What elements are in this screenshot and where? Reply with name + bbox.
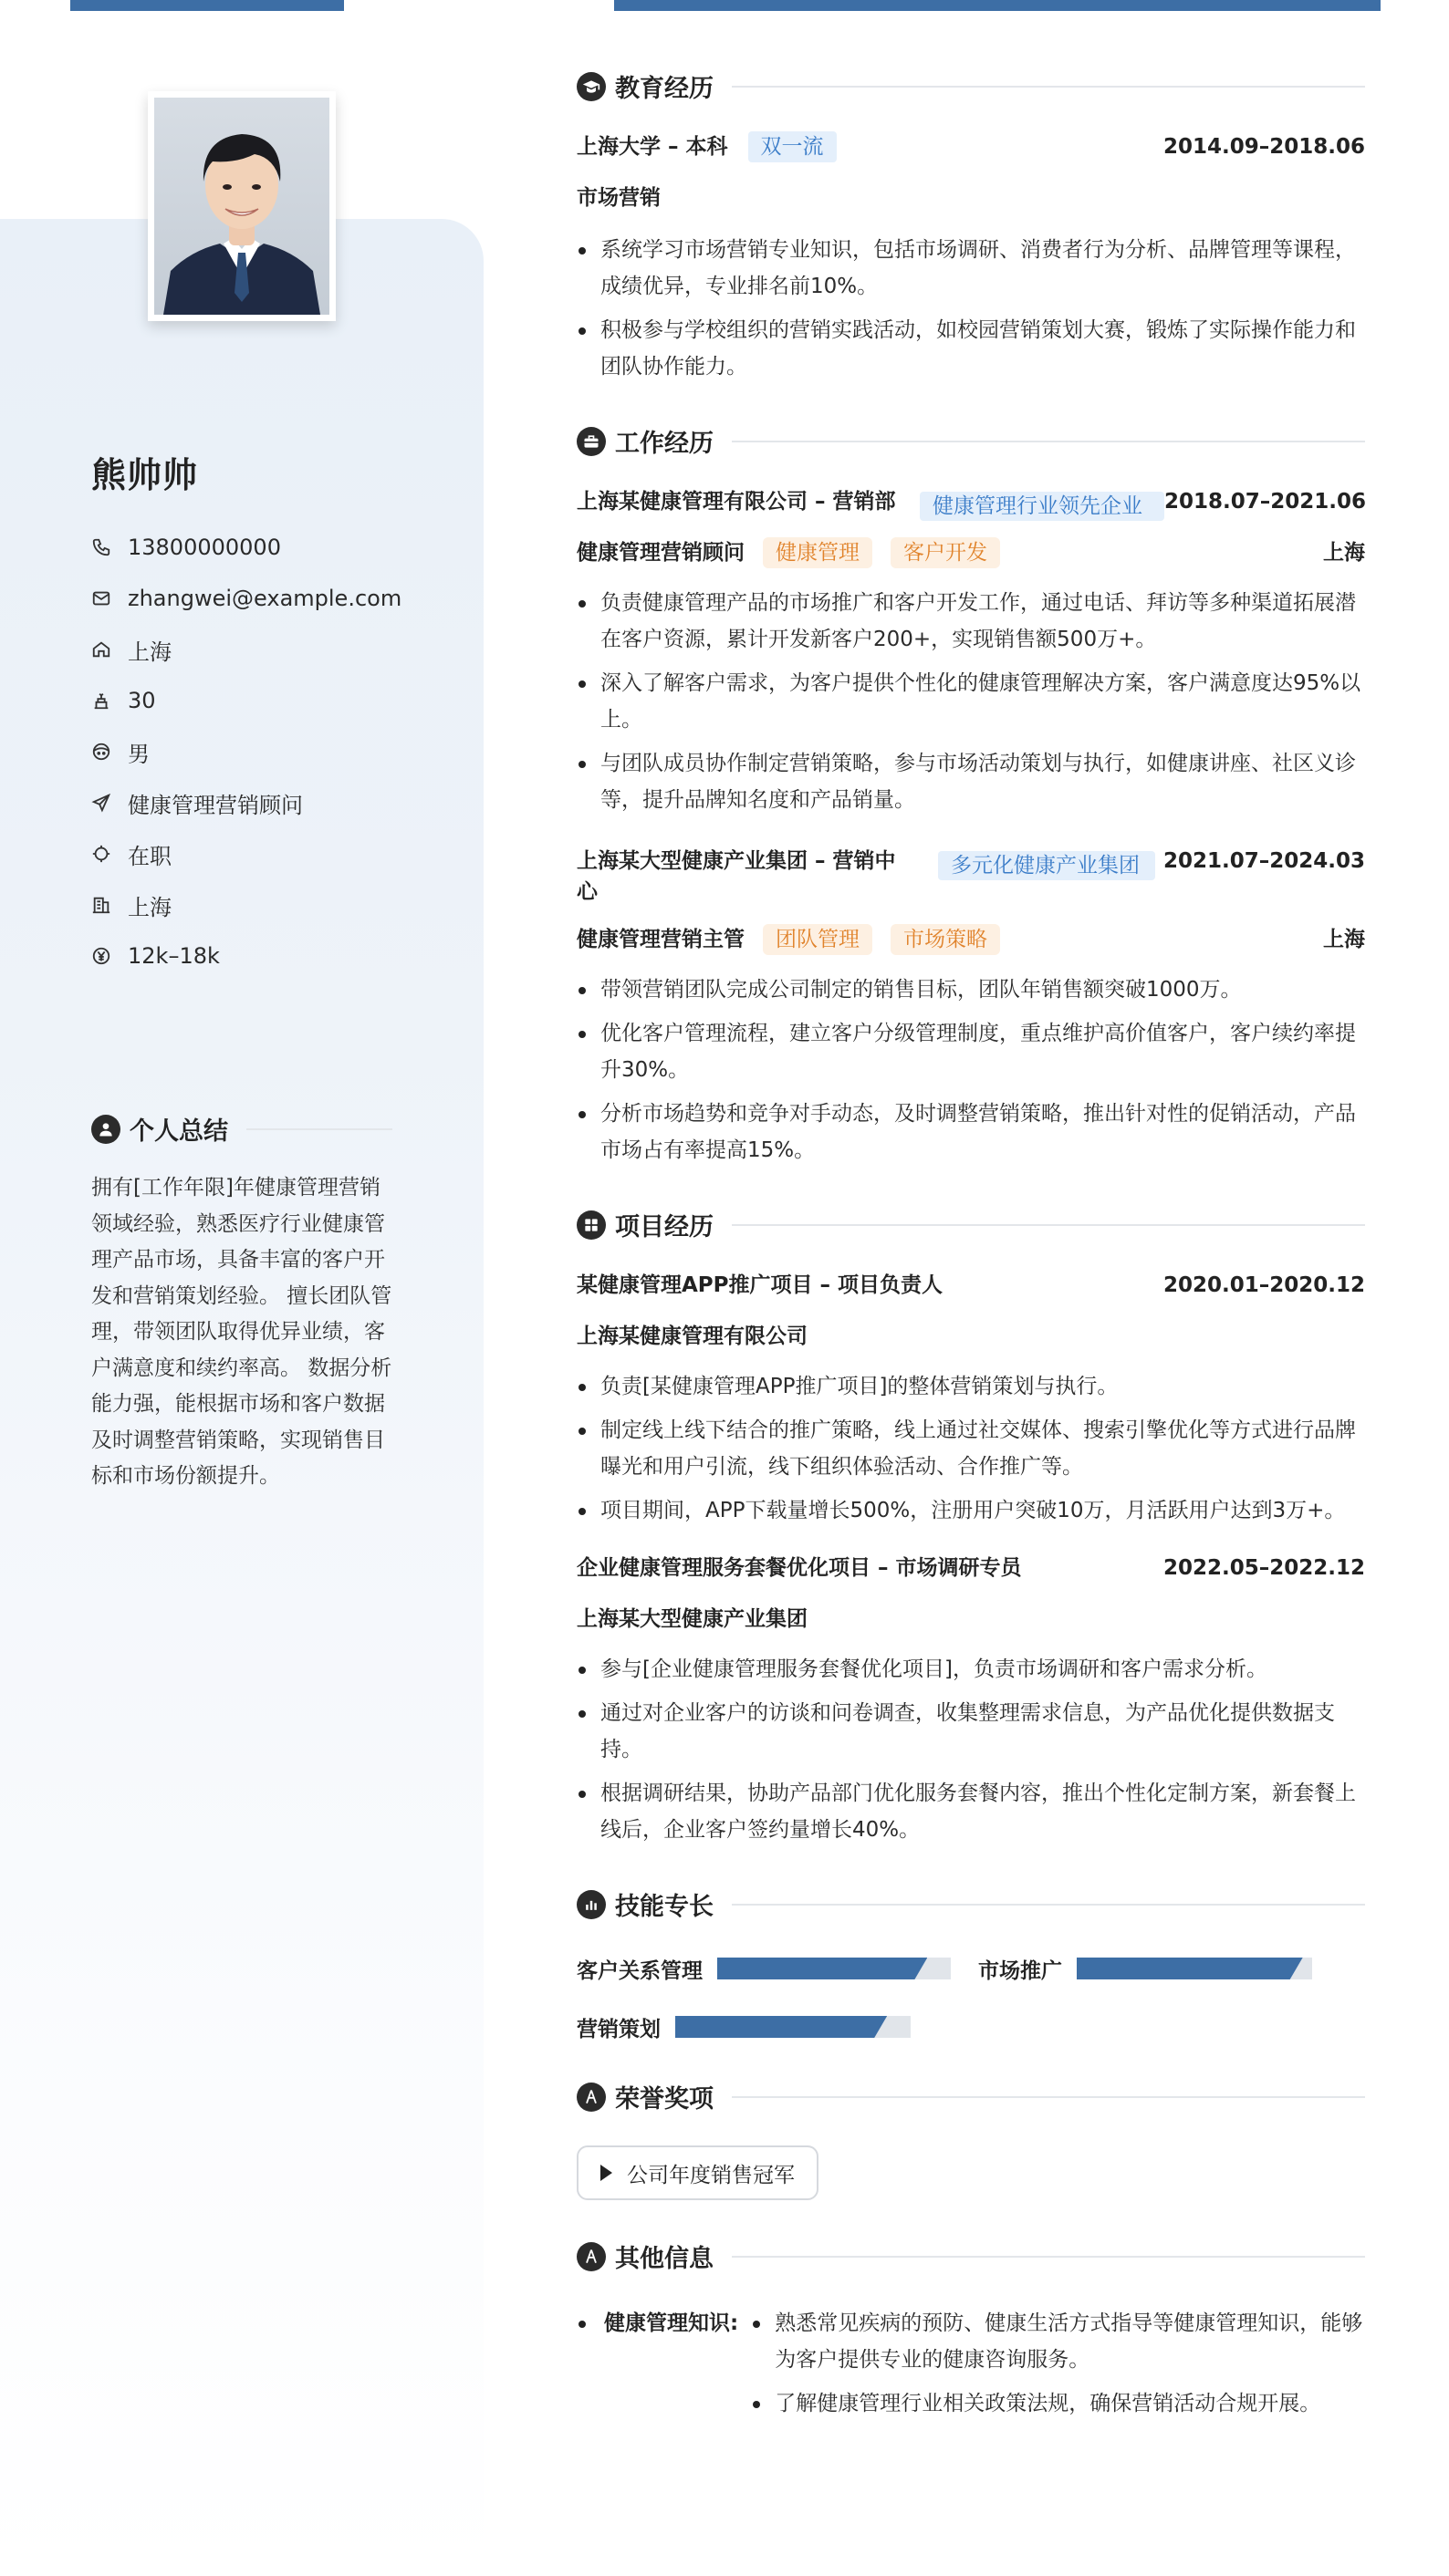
other-title: 其他信息 bbox=[615, 2245, 714, 2273]
job-date: 2021.07–2024.03 bbox=[1162, 849, 1365, 873]
status-icon bbox=[91, 844, 111, 864]
education-major: 市场营销 bbox=[577, 186, 661, 210]
age-icon bbox=[91, 691, 111, 711]
building-icon bbox=[91, 895, 111, 915]
job-bullets bbox=[577, 585, 1365, 818]
list-item: 了解健康管理行业相关政策法规，确保营销活动合规开展。 bbox=[751, 2385, 1365, 2422]
skills-section bbox=[577, 1886, 1365, 2046]
age-text: 30 bbox=[128, 688, 156, 713]
contact-info-list bbox=[91, 522, 401, 982]
top-accent-bar-left bbox=[70, 0, 344, 11]
projects-header bbox=[577, 1207, 1365, 1242]
skill-bar bbox=[1077, 1958, 1312, 1979]
info-status bbox=[91, 828, 401, 879]
chart-icon bbox=[577, 1890, 606, 1919]
candidate-name: 熊帅帅 bbox=[91, 455, 199, 495]
award-text: 公司年度销售冠军 bbox=[627, 2163, 795, 2187]
list-item: 负责健康管理产品的市场推广和客户开发工作，通过电话、拜访等多种渠道拓展潜在客户资源，累计开发新客户200+，实现销售额500万+。 bbox=[577, 585, 1365, 658]
work-header bbox=[577, 423, 1365, 459]
top-accent-bar-right bbox=[614, 0, 1381, 11]
divider bbox=[246, 1128, 392, 1130]
other-label: 健康管理知识: bbox=[577, 2305, 738, 2429]
skill-bar bbox=[675, 2016, 911, 2038]
job-role-row bbox=[577, 537, 1365, 568]
role-tag: 市场策略 bbox=[891, 924, 1000, 955]
summary-title: 个人总结 bbox=[130, 1117, 228, 1146]
info-email bbox=[91, 573, 401, 624]
project-entry bbox=[577, 1553, 1365, 1848]
job-company-row bbox=[577, 486, 1164, 521]
list-item: 项目期间，APP下载量增长500%，注册用户突破10万，月活跃用户达到3万+。 bbox=[577, 1492, 1365, 1529]
divider bbox=[732, 86, 1365, 88]
divider bbox=[732, 1224, 1365, 1226]
job-location: 上海 bbox=[1323, 541, 1365, 565]
skill-name: 客户关系管理 bbox=[577, 1958, 703, 1983]
profile-photo bbox=[148, 91, 336, 321]
list-item: 积极参与学校组织的营销实践活动，如校园营销策划大赛，锻炼了实际操作能力和团队协作能力。 bbox=[577, 312, 1365, 385]
info-position bbox=[91, 777, 401, 828]
project-name: 企业健康管理服务套餐优化项目 – 市场调研专员 bbox=[577, 1556, 1022, 1580]
project-header bbox=[577, 1553, 1365, 1584]
honors-section bbox=[577, 2079, 1365, 2200]
company-tag: 多元化健康产业集团 bbox=[938, 851, 1155, 880]
phone-text: 13800000000 bbox=[128, 535, 281, 560]
education-bullets bbox=[577, 232, 1365, 385]
info-age bbox=[91, 675, 401, 726]
info-gender bbox=[91, 726, 401, 777]
skill-bar-fill bbox=[675, 2016, 887, 2038]
job-date: 2018.07–2021.06 bbox=[1164, 490, 1367, 514]
school-tag: 双一流 bbox=[748, 131, 837, 162]
list-item: 熟悉常见疾病的预防、健康生活方式指导等健康管理知识，能够为客户提供专业的健康咨询服务。 bbox=[751, 2305, 1365, 2378]
user-icon bbox=[91, 1115, 120, 1144]
list-item: 通过对企业客户的访谈和问卷调查，收集整理需求信息，为产品优化提供数据支持。 bbox=[577, 1695, 1365, 1768]
list-item: 负责[某健康管理APP推广项目]的整体营销策划与执行。 bbox=[577, 1368, 1365, 1405]
list-item: 分析市场趋势和竞争对手动态，及时调整营销策略，推出针对性的促销活动，产品市场占有率提高15%。 bbox=[577, 1096, 1365, 1169]
job-location: 上海 bbox=[1323, 928, 1365, 951]
skill-bar bbox=[717, 1958, 951, 1979]
company-tag: 健康管理行业领先企业 bbox=[920, 492, 1164, 521]
skills-row bbox=[577, 1949, 1365, 1988]
job-bullets bbox=[577, 971, 1365, 1169]
job-company: 上海某健康管理有限公司 – 营销部 bbox=[577, 490, 896, 514]
projects-title: 项目经历 bbox=[615, 1213, 714, 1241]
project-header bbox=[577, 1270, 1365, 1301]
other-section bbox=[577, 2238, 1365, 2429]
education-section bbox=[577, 68, 1365, 385]
divider bbox=[732, 441, 1365, 442]
mail-icon bbox=[91, 588, 111, 608]
project-name: 某健康管理APP推广项目 – 项目负责人 bbox=[577, 1273, 943, 1297]
gender-icon bbox=[91, 742, 111, 762]
divider bbox=[732, 2096, 1365, 2098]
job-company-row bbox=[577, 846, 1155, 908]
target-city-text: 上海 bbox=[128, 894, 172, 920]
list-item: 与团队成员协作制定营销策略，参与市场活动策划与执行，如健康讲座、社区义诊等，提升品牌知名度和产品销量。 bbox=[577, 745, 1365, 818]
skill-bar-fill bbox=[717, 1958, 927, 1979]
divider bbox=[732, 1904, 1365, 1906]
job-role-row bbox=[577, 924, 1365, 955]
summary-text: 拥有[工作年限]年健康管理营销领域经验，熟悉医疗行业健康管理产品市场，具备丰富的客户开发和营销策划经验。 擅长团队管理，带领团队取得优异业绩，客户满意度和续约率高。 数据分析能力强，能根据市场和客户数据及时调整营销策略，实现销售目标和市场份额提升。 bbox=[91, 1176, 392, 1488]
project-bullets bbox=[577, 1651, 1365, 1848]
work-section bbox=[577, 423, 1365, 1169]
role-tag: 健康管理 bbox=[763, 537, 872, 568]
project-bullets bbox=[577, 1368, 1365, 1529]
briefcase-icon bbox=[577, 427, 606, 456]
email-text: zhangwei@example.com bbox=[128, 586, 402, 611]
info-salary bbox=[91, 930, 401, 982]
work-title: 工作经历 bbox=[615, 430, 714, 458]
job-company: 上海某大型健康产业集团 – 营销中心 bbox=[577, 849, 896, 904]
home-icon bbox=[91, 639, 111, 660]
skills-title: 技能专长 bbox=[615, 1893, 714, 1921]
award-icon bbox=[577, 2242, 606, 2271]
list-item: 参与[企业健康管理服务套餐优化项目]，负责市场调研和客户需求分析。 bbox=[577, 1651, 1365, 1688]
list-item: 优化客户管理流程，建立客户分级管理制度，重点维护高价值客户，客户续约率提升30%。 bbox=[577, 1015, 1365, 1088]
skill-name: 营销策划 bbox=[577, 2017, 661, 2041]
honors-list bbox=[577, 2145, 1365, 2200]
education-header bbox=[577, 68, 1365, 104]
job-entry bbox=[577, 486, 1365, 818]
skill-bar-fill bbox=[1077, 1958, 1303, 1979]
job-header bbox=[577, 486, 1365, 521]
school-name: 上海大学 – 本科 bbox=[577, 135, 728, 159]
list-item: 深入了解客户需求，为客户提供个性化的健康管理解决方案，客户满意度达95%以上。 bbox=[577, 665, 1365, 738]
school-row bbox=[577, 131, 837, 162]
project-entry bbox=[577, 1270, 1365, 1529]
info-target-city bbox=[91, 879, 401, 930]
skills-row bbox=[577, 2008, 1365, 2046]
skill-name: 市场推广 bbox=[978, 1958, 1062, 1983]
projects-section bbox=[577, 1207, 1365, 1848]
project-org: 上海某健康管理有限公司 bbox=[577, 1324, 808, 1348]
other-row bbox=[577, 2305, 1365, 2429]
summary-section bbox=[91, 1111, 392, 1495]
honors-title: 荣誉奖项 bbox=[615, 2085, 714, 2114]
job-role-wrap bbox=[577, 537, 1000, 568]
send-icon bbox=[91, 793, 111, 813]
gender-text: 男 bbox=[128, 741, 150, 767]
summary-header bbox=[91, 1111, 392, 1147]
education-date: 2014.09–2018.06 bbox=[1162, 135, 1365, 159]
project-date: 2022.05–2022.12 bbox=[1162, 1556, 1365, 1580]
triangle-icon bbox=[600, 2165, 612, 2181]
list-item: 根据调研结果，协助产品部门优化服务套餐内容，推出个性化定制方案，新套餐上线后，企业客户签约量增长40%。 bbox=[577, 1775, 1365, 1848]
divider bbox=[732, 2256, 1365, 2258]
list-item: 制定线上线下结合的推广策略，线上通过社交媒体、搜索引擎优化等方式进行品牌曝光和用户引流，线下组织体验活动、合作推广等。 bbox=[577, 1412, 1365, 1485]
other-bullets bbox=[751, 2305, 1365, 2429]
list-item: 系统学习市场营销专业知识，包括市场调研、消费者行为分析、品牌管理等课程，成绩优异，专业排名前10%。 bbox=[577, 232, 1365, 305]
job-role: 健康管理营销顾问 bbox=[577, 541, 745, 565]
job-role-wrap bbox=[577, 924, 1000, 955]
job-entry bbox=[577, 846, 1365, 1169]
info-city bbox=[91, 624, 401, 675]
list-item: 带领营销团队完成公司制定的销售目标，团队年销售额突破1000万。 bbox=[577, 971, 1365, 1008]
project-org: 上海某大型健康产业集团 bbox=[577, 1607, 808, 1631]
award-chip bbox=[577, 2145, 818, 2200]
city-text: 上海 bbox=[128, 639, 172, 665]
graduation-icon bbox=[577, 72, 606, 101]
main-column bbox=[577, 68, 1365, 2429]
education-entry-header bbox=[577, 131, 1365, 162]
status-text: 在职 bbox=[128, 843, 172, 869]
job-role: 健康管理营销主管 bbox=[577, 928, 745, 951]
honors-header bbox=[577, 2079, 1365, 2114]
other-header bbox=[577, 2238, 1365, 2274]
skills-header bbox=[577, 1886, 1365, 1922]
grid-icon bbox=[577, 1210, 606, 1240]
education-title: 教育经历 bbox=[615, 75, 714, 103]
role-tag: 客户开发 bbox=[891, 537, 1000, 568]
phone-icon bbox=[91, 537, 111, 557]
project-date: 2020.01–2020.12 bbox=[1162, 1273, 1365, 1297]
award-icon bbox=[577, 2083, 606, 2112]
money-icon bbox=[91, 946, 111, 966]
info-phone bbox=[91, 522, 401, 573]
role-tag: 团队管理 bbox=[763, 924, 872, 955]
salary-text: 12k–18k bbox=[128, 943, 220, 969]
position-text: 健康管理营销顾问 bbox=[128, 792, 303, 818]
job-header bbox=[577, 846, 1365, 908]
